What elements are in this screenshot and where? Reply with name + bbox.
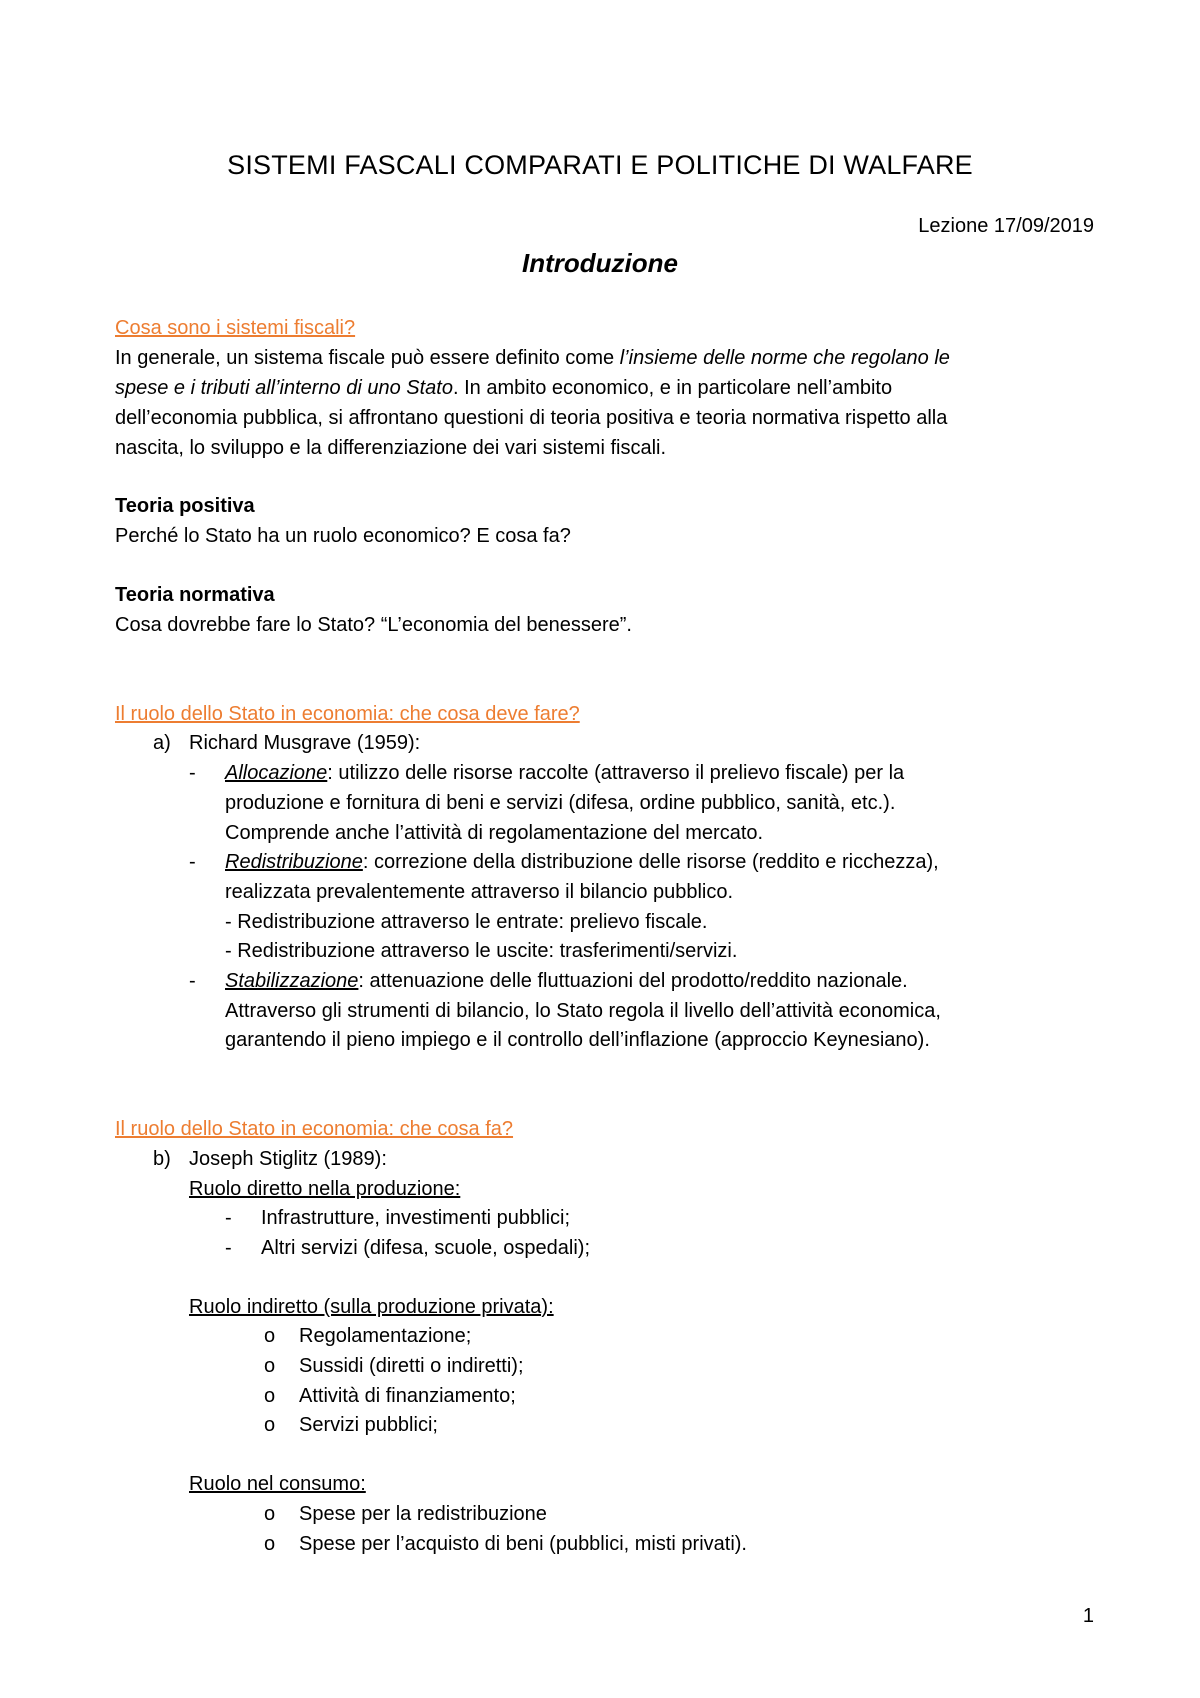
bullet-marker: o (264, 1385, 276, 1407)
list-item: Sussidi (diretti o indiretti); (299, 1355, 524, 1377)
list-marker-a: a) (153, 732, 171, 754)
redistribuzione-line: - Redistribuzione attraverso le entrate: prelievo fiscale. (225, 911, 708, 933)
redistribuzione-line: realizzata prevalentemente attraverso il bilancio pubblico. (225, 881, 734, 903)
dash-marker: - (189, 762, 196, 784)
teoria-normativa-text: Cosa dovrebbe fare lo Stato? “L’economia del benessere”. (115, 614, 632, 636)
subheading-ruolo-consumo: Ruolo nel consumo: (189, 1473, 366, 1495)
dash-marker: - (189, 851, 196, 873)
dash-marker: - (225, 1237, 232, 1259)
list-item: Servizi pubblici; (299, 1414, 438, 1436)
stabilizzazione-line: garantendo il pieno impiego e il controllo dell’inflazione (approccio Keynesiano). (225, 1029, 930, 1051)
document-title: SISTEMI FASCALI COMPARATI E POLITICHE DI WALFARE (227, 150, 973, 180)
heading-deve-fare: Il ruolo dello Stato in economia: che cosa deve fare? (115, 703, 580, 725)
redistribuzione-line: - Redistribuzione attraverso le uscite: trasferimenti/servizi. (225, 940, 738, 962)
list-item: Infrastrutture, investimenti pubblici; (261, 1207, 571, 1229)
paragraph-line: spese e i tributi all’interno di uno Stato. In ambito economico, e in particolare nell’ambito (115, 377, 893, 399)
allocazione-line: Allocazione: utilizzo delle risorse raccolte (attraverso il prelievo fiscale) per la (225, 762, 905, 784)
lesson-date: Lezione 17/09/2019 (918, 215, 1094, 237)
list-marker-b: b) (153, 1148, 171, 1170)
stabilizzazione-line: Stabilizzazione: attenuazione delle fluttuazioni del prodotto/reddito nazionale. (225, 970, 908, 992)
bullet-marker: o (264, 1414, 276, 1436)
musgrave-item: Richard Musgrave (1959): (189, 732, 421, 754)
list-item: Altri servizi (difesa, scuole, ospedali); (261, 1237, 591, 1259)
heading-teoria-normativa: Teoria normativa (115, 584, 275, 606)
paragraph-line: In generale, un sistema fiscale può essere definito come l’insieme delle norme che regolano le (115, 347, 950, 369)
allocazione-line: produzione e fornitura di beni e servizi (difesa, ordine pubblico, sanità, etc.). (225, 792, 896, 814)
subheading-ruolo-indiretto: Ruolo indiretto (sulla produzione privata): (189, 1296, 554, 1318)
bullet-marker: o (264, 1325, 276, 1347)
heading-cosa-sono: Cosa sono i sistemi fiscali? (115, 317, 356, 339)
subheading-ruolo-diretto: Ruolo diretto nella produzione: (189, 1178, 461, 1200)
stabilizzazione-line: Attraverso gli strumenti di bilancio, lo Stato regola il livello dell’attività economica, (225, 1000, 941, 1022)
list-item: Spese per la redistribuzione (299, 1503, 547, 1525)
list-item: Attività di finanziamento; (299, 1385, 516, 1407)
heading-teoria-positiva: Teoria positiva (115, 495, 255, 517)
paragraph-line: dell’economia pubblica, si affrontano questioni di teoria positiva e teoria normativa rispetto alla (115, 407, 948, 429)
page-number: 1 (1082, 1605, 1094, 1627)
heading-che-cosa-fa: Il ruolo dello Stato in economia: che cosa fa? (115, 1118, 514, 1140)
paragraph-line: nascita, lo sviluppo e la differenziazione dei vari sistemi fiscali. (115, 437, 667, 459)
dash-marker: - (225, 1207, 232, 1229)
teoria-positiva-text: Perché lo Stato ha un ruolo economico? E cosa fa? (115, 525, 571, 547)
list-item: Spese per l’acquisto di beni (pubblici, misti privati). (299, 1533, 747, 1555)
bullet-marker: o (264, 1533, 276, 1555)
dash-marker: - (189, 970, 196, 992)
bullet-marker: o (264, 1355, 276, 1377)
bullet-marker: o (264, 1503, 276, 1525)
redistribuzione-line: Redistribuzione: correzione della distribuzione delle risorse (reddito e ricchezza), (225, 851, 939, 873)
stiglitz-item: Joseph Stiglitz (1989): (189, 1148, 387, 1170)
allocazione-line: Comprende anche l’attività di regolamentazione del mercato. (225, 822, 764, 844)
section-title: Introduzione (522, 248, 678, 278)
list-item: Regolamentazione; (299, 1325, 472, 1347)
